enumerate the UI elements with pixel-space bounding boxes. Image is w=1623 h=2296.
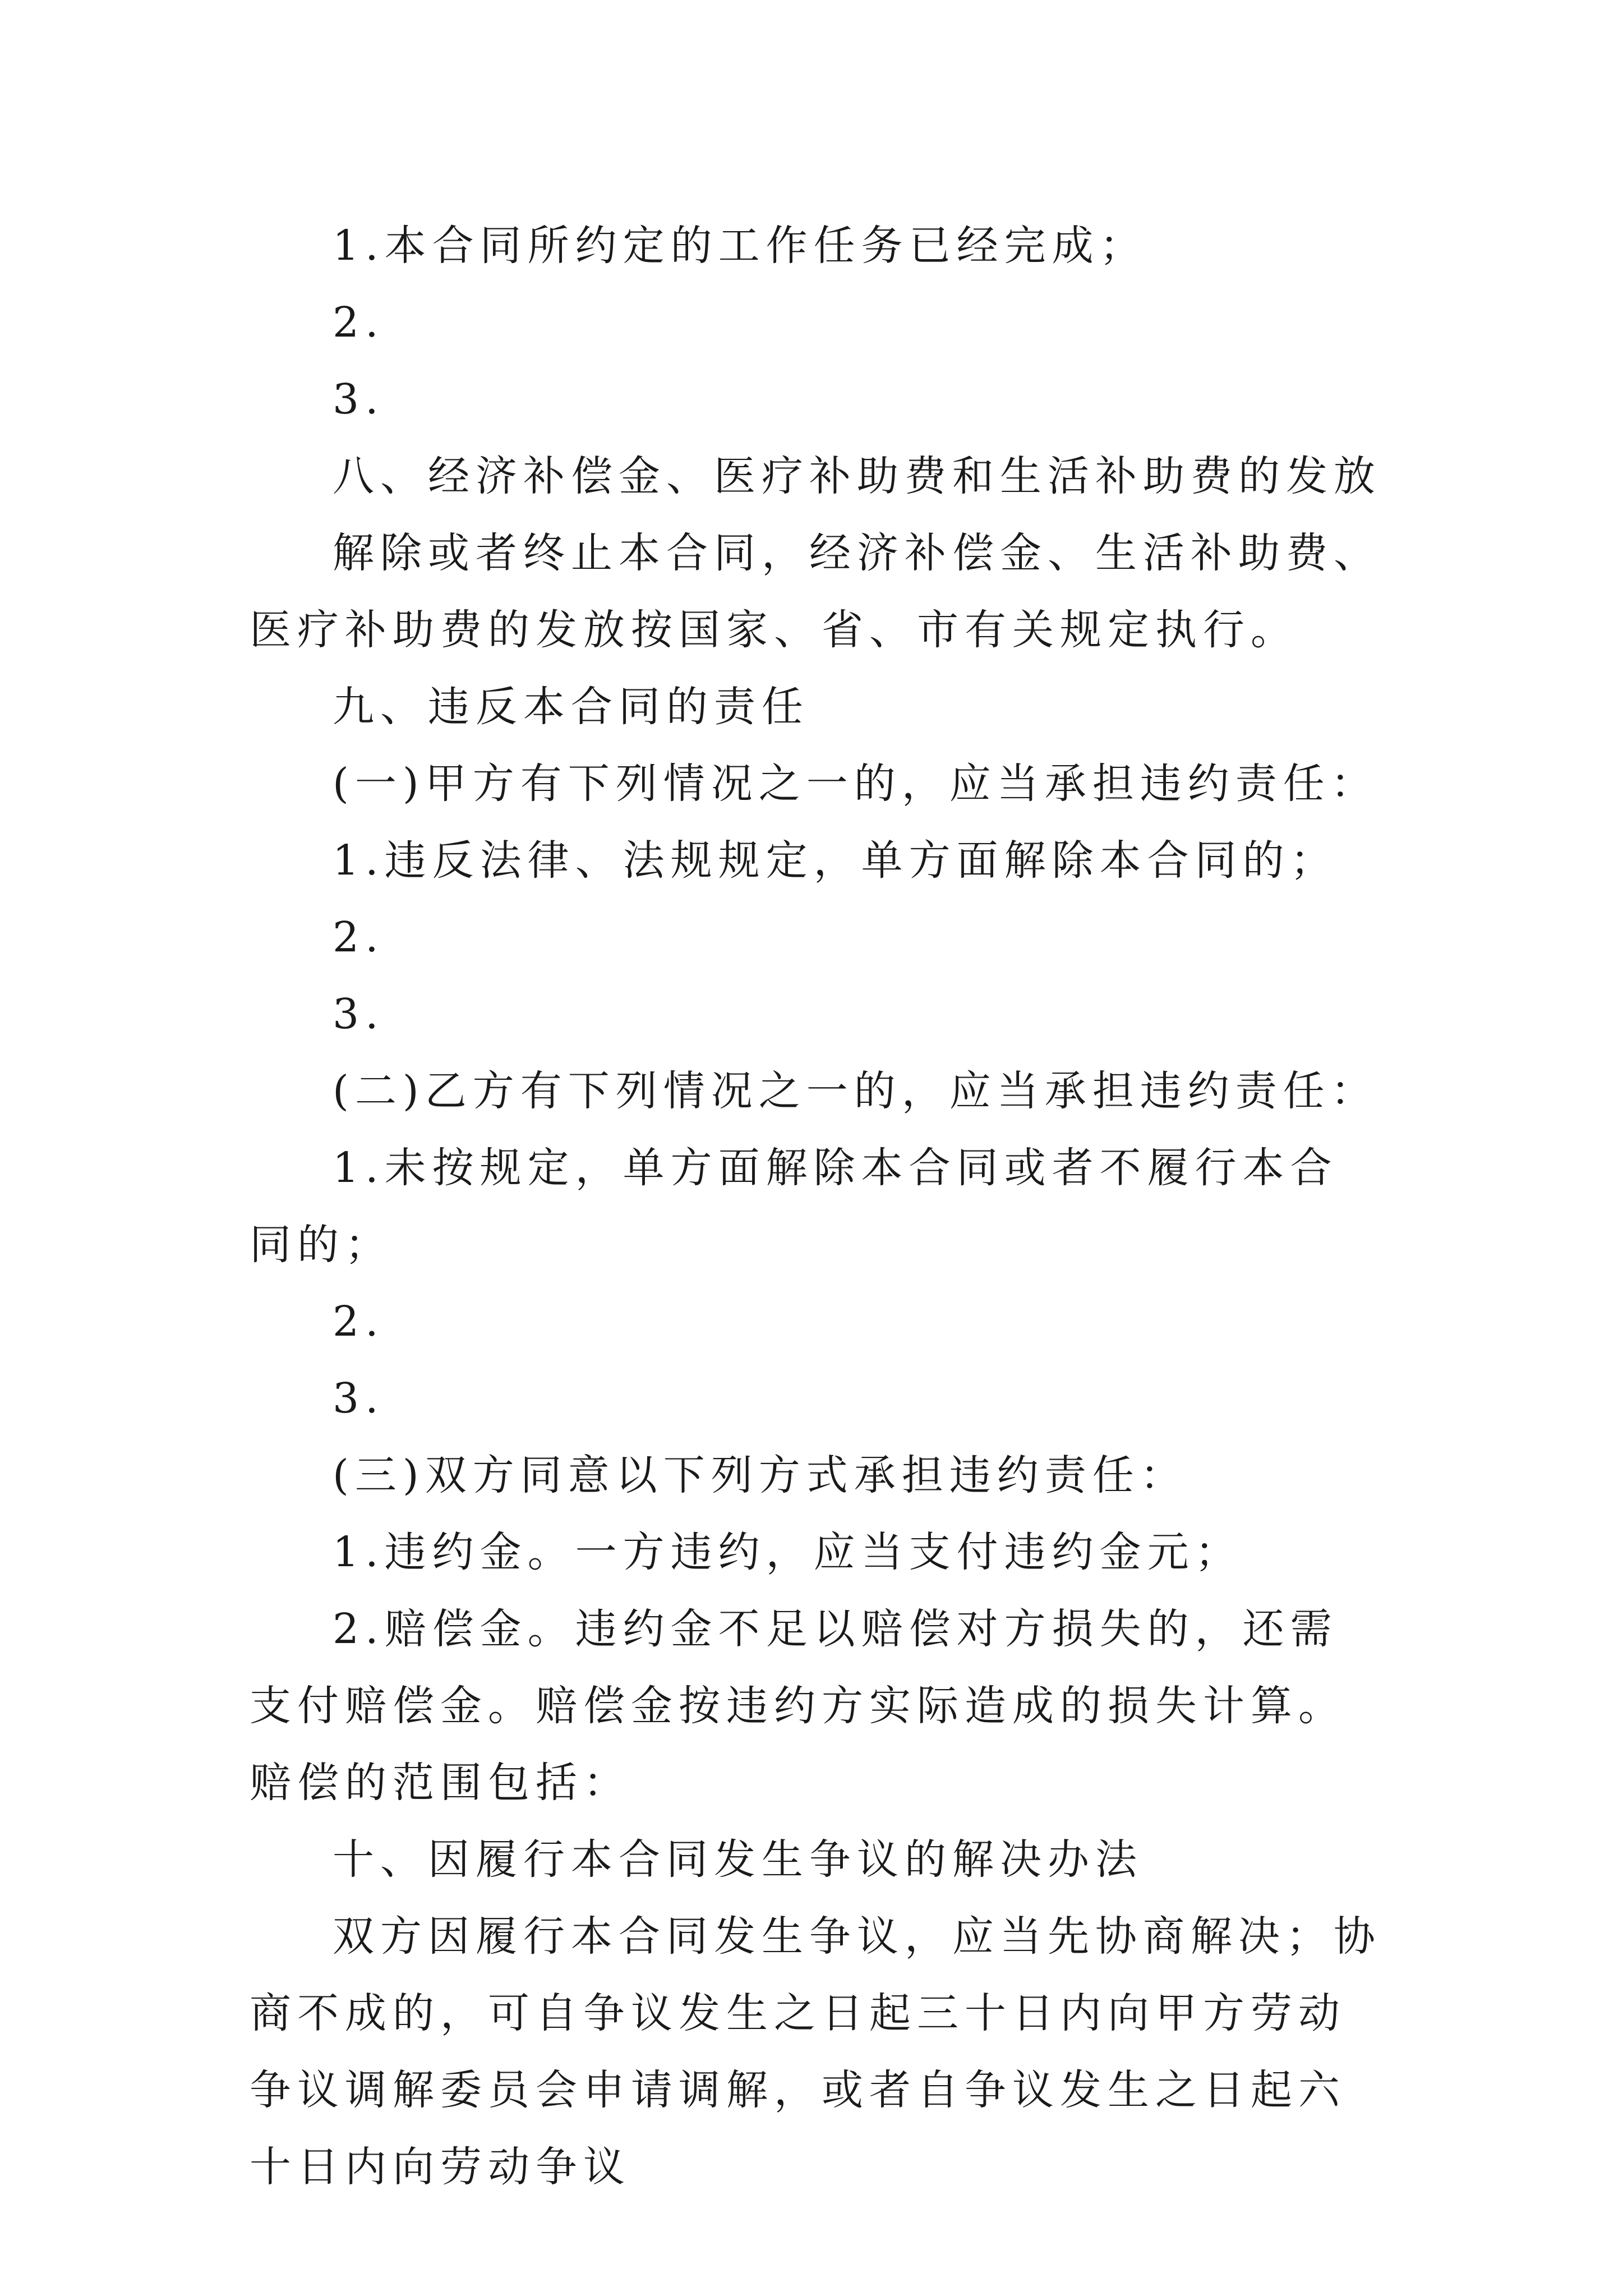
subsection-liability-methods: (三)双方同意以下列方式承担违约责任： [333,1451,1188,1499]
paragraph-dispute-resolution: 双方因履行本合同发生争议，应当先协商解决；协商不成的，可自争议发生之日起三十日内向甲方劳动争议调解委员会申请调解，或者自争议发生之日起六十日内向劳动争议 [250,1912,1381,2191]
paragraph-compensation-damages: 2.赔偿金。违约金不足以赔偿对方损失的，还需支付赔偿金。赔偿金按违约方实际造成的损失计算。赔偿的范围包括： [250,1605,1346,1807]
paragraph-party-b-item-3: 3. [333,1374,385,1423]
paragraph-party-a-item-1: 1.违反法律、法规规定，单方面解除本合同的； [333,836,1338,885]
subsection-party-a-liability: (一)甲方有下列情况之一的，应当承担违约责任： [333,760,1378,808]
paragraph-work-task-completed: 1.本合同所约定的工作任务已经完成； [333,222,1147,270]
paragraph-compensation-rules: 解除或者终止本合同，经济补偿金、生活补助费、医疗补助费的发放按国家、省、市有关规定执行。 [250,529,1381,654]
section-heading-compensation: 八、经济补偿金、医疗补助费和生活补助费的发放 [333,452,1381,500]
paragraph-party-b-item-2: 2. [333,1297,385,1346]
paragraph-liquidated-damages: 1.违约金。一方违约，应当支付违约金元； [333,1528,1243,1576]
paragraph-item-3-blank: 3. [333,375,385,424]
paragraph-party-b-item-1: 1.未按规定，单方面解除本合同或者不履行本合同的； [250,1144,1338,1269]
paragraph-party-a-item-2: 2. [333,913,385,961]
paragraph-party-a-item-3: 3. [333,990,385,1038]
section-heading-dispute-resolution: 十、因履行本合同发生争议的解决办法 [333,1835,1143,1884]
section-heading-breach-liability: 九、违反本合同的责任 [333,683,809,731]
contract-text-block [250,208,1382,2206]
paragraph-item-2-blank: 2. [333,298,385,347]
subsection-party-b-liability: (二)乙方有下列情况之一的，应当承担违约责任： [333,1067,1378,1115]
